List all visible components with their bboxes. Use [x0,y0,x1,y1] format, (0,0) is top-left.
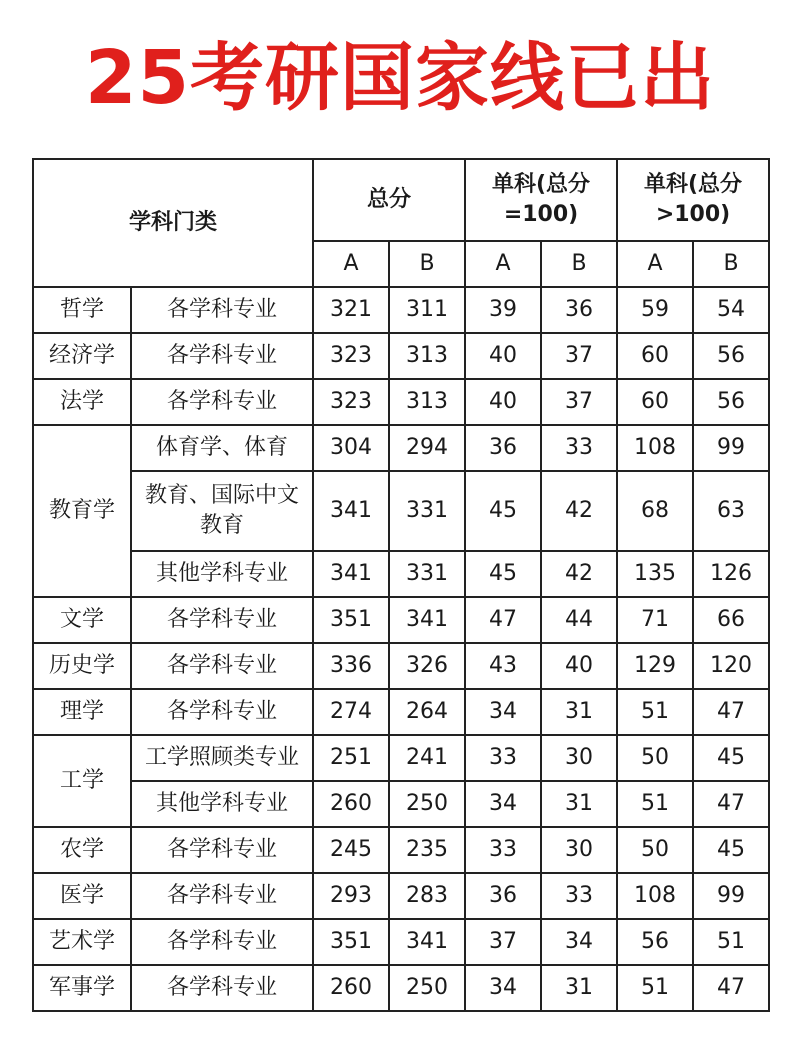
single-over-100-a-cell: 50 [617,735,693,781]
category-cell: 教育学 [33,425,131,597]
single-over-100-b-cell: 45 [693,735,769,781]
total-a-cell: 323 [313,379,389,425]
major-cell [131,471,313,551]
page-title: 25考研国家线已出 [85,35,715,121]
table-row [33,425,769,471]
single-100-a-cell: 36 [465,873,541,919]
table-row [33,781,769,827]
total-b-cell: 250 [389,781,465,827]
category-cell: 历史学 [33,643,131,689]
table-row [33,551,769,597]
single-over-100-a-cell: 51 [617,781,693,827]
score-table [32,158,770,1012]
table-row [33,965,769,1011]
single-over-100-a-cell: 108 [617,425,693,471]
category-cell: 军事学 [33,965,131,1011]
total-b-cell: 331 [389,471,465,551]
total-a-cell: 274 [313,689,389,735]
single-100-a-cell: 33 [465,735,541,781]
header-single-over-100-b: B [693,241,769,287]
total-a-cell: 336 [313,643,389,689]
category-cell: 经济学 [33,333,131,379]
header-single-over-100 [617,159,769,241]
single-100-b-cell: 37 [541,333,617,379]
table-row [33,735,769,781]
header-total: 总分 [313,159,465,241]
table-row [33,827,769,873]
total-a-cell: 260 [313,965,389,1011]
major-cell: 各学科专业 [131,597,313,643]
single-100-a-cell: 34 [465,689,541,735]
single-over-100-a-cell: 135 [617,551,693,597]
single-100-b-cell: 42 [541,471,617,551]
total-b-cell: 294 [389,425,465,471]
total-a-cell: 293 [313,873,389,919]
single-over-100-a-cell: 56 [617,919,693,965]
single-100-a-cell: 36 [465,425,541,471]
single-100-b-cell: 31 [541,689,617,735]
single-over-100-a-cell: 50 [617,827,693,873]
table-row [33,471,769,551]
header-single-100 [465,159,617,241]
header-single-over-100-text: 单科(总分>100) [644,172,743,227]
single-100-b-cell: 31 [541,965,617,1011]
single-100-a-cell: 39 [465,287,541,333]
category-cell: 理学 [33,689,131,735]
single-100-b-cell: 30 [541,735,617,781]
single-over-100-a-cell: 60 [617,379,693,425]
single-over-100-b-cell: 47 [693,965,769,1011]
header-single-100-text: 单科(总分=100) [492,172,591,227]
total-b-cell: 241 [389,735,465,781]
single-over-100-a-cell: 51 [617,689,693,735]
table-row [33,643,769,689]
category-cell: 医学 [33,873,131,919]
major-cell: 各学科专业 [131,689,313,735]
single-100-a-cell: 43 [465,643,541,689]
total-b-cell: 331 [389,551,465,597]
major-cell: 工学照顾类专业 [131,735,313,781]
single-100-b-cell: 40 [541,643,617,689]
total-a-cell: 245 [313,827,389,873]
total-b-cell: 313 [389,333,465,379]
category-cell: 农学 [33,827,131,873]
category-cell: 艺术学 [33,919,131,965]
total-b-cell: 264 [389,689,465,735]
single-100-b-cell: 30 [541,827,617,873]
total-a-cell: 341 [313,471,389,551]
table-row [33,919,769,965]
single-100-a-cell: 45 [465,471,541,551]
table-row [33,333,769,379]
single-over-100-b-cell: 99 [693,425,769,471]
total-b-cell: 326 [389,643,465,689]
header-single-100-b: B [541,241,617,287]
single-100-b-cell: 33 [541,873,617,919]
single-over-100-a-cell: 129 [617,643,693,689]
total-b-cell: 341 [389,597,465,643]
single-100-a-cell: 47 [465,597,541,643]
total-a-cell: 260 [313,781,389,827]
major-cell: 各学科专业 [131,827,313,873]
single-over-100-a-cell: 71 [617,597,693,643]
major-cell: 各学科专业 [131,919,313,965]
total-a-cell: 341 [313,551,389,597]
table-row [33,379,769,425]
single-100-b-cell: 42 [541,551,617,597]
single-over-100-a-cell: 108 [617,873,693,919]
single-100-a-cell: 33 [465,827,541,873]
single-over-100-b-cell: 51 [693,919,769,965]
category-cell: 文学 [33,597,131,643]
header-total-a: A [313,241,389,287]
table-row [33,689,769,735]
single-100-b-cell: 31 [541,781,617,827]
single-100-a-cell: 40 [465,379,541,425]
single-100-b-cell: 44 [541,597,617,643]
single-over-100-a-cell: 60 [617,333,693,379]
table-row [33,597,769,643]
total-b-cell: 250 [389,965,465,1011]
single-100-b-cell: 36 [541,287,617,333]
major-text: 教育、国际中文教育 [144,483,299,538]
total-a-cell: 351 [313,919,389,965]
total-a-cell: 351 [313,597,389,643]
major-cell: 各学科专业 [131,873,313,919]
single-over-100-a-cell: 51 [617,965,693,1011]
total-b-cell: 311 [389,287,465,333]
single-over-100-b-cell: 47 [693,781,769,827]
single-100-a-cell: 34 [465,781,541,827]
single-over-100-b-cell: 66 [693,597,769,643]
table-row [33,287,769,333]
total-a-cell: 251 [313,735,389,781]
category-cell: 哲学 [33,287,131,333]
major-cell: 其他学科专业 [131,551,313,597]
single-100-b-cell: 37 [541,379,617,425]
single-100-a-cell: 40 [465,333,541,379]
single-100-b-cell: 33 [541,425,617,471]
single-100-a-cell: 45 [465,551,541,597]
single-100-b-cell: 34 [541,919,617,965]
major-cell: 其他学科专业 [131,781,313,827]
header-category: 学科门类 [33,159,313,287]
total-a-cell: 321 [313,287,389,333]
single-over-100-b-cell: 47 [693,689,769,735]
total-a-cell: 304 [313,425,389,471]
header-total-b: B [389,241,465,287]
major-cell: 体育学、体育 [131,425,313,471]
single-100-a-cell: 34 [465,965,541,1011]
single-over-100-b-cell: 45 [693,827,769,873]
total-b-cell: 235 [389,827,465,873]
total-b-cell: 283 [389,873,465,919]
header-single-100-a: A [465,241,541,287]
single-100-a-cell: 37 [465,919,541,965]
header-single-over-100-a: A [617,241,693,287]
single-over-100-a-cell: 59 [617,287,693,333]
major-cell: 各学科专业 [131,379,313,425]
category-cell: 法学 [33,379,131,425]
single-over-100-b-cell: 63 [693,471,769,551]
total-b-cell: 341 [389,919,465,965]
major-cell: 各学科专业 [131,287,313,333]
major-cell: 各学科专业 [131,643,313,689]
single-over-100-b-cell: 56 [693,379,769,425]
category-cell: 工学 [33,735,131,827]
major-cell: 各学科专业 [131,965,313,1011]
total-a-cell: 323 [313,333,389,379]
major-cell: 各学科专业 [131,333,313,379]
single-over-100-b-cell: 54 [693,287,769,333]
single-over-100-b-cell: 126 [693,551,769,597]
total-b-cell: 313 [389,379,465,425]
single-over-100-b-cell: 99 [693,873,769,919]
single-over-100-b-cell: 120 [693,643,769,689]
table-row [33,873,769,919]
single-over-100-a-cell: 68 [617,471,693,551]
single-over-100-b-cell: 56 [693,333,769,379]
